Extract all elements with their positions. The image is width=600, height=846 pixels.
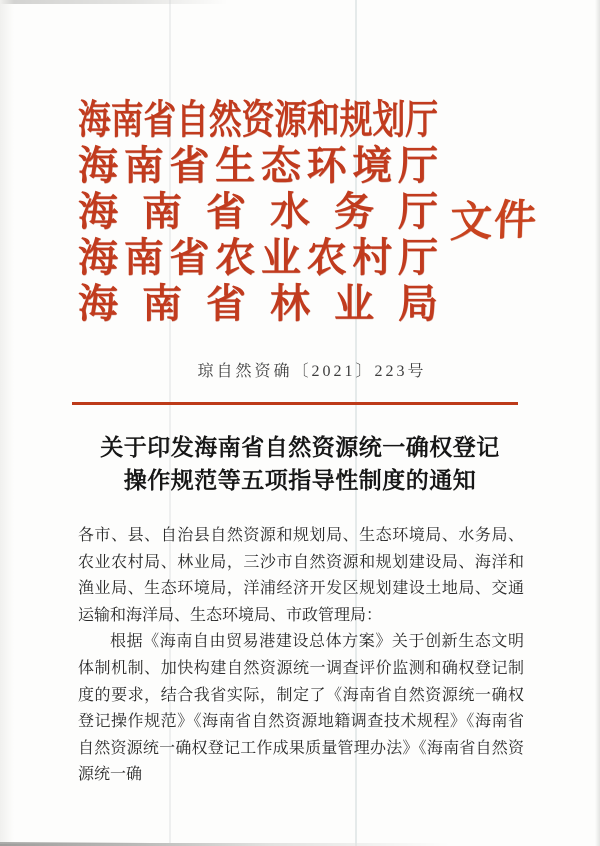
recipients-paragraph: 各市、县、自治县自然资源和规划局、生态环境局、水务局、农业农村局、林业局，三沙市自然资源和规划建设局、海洋和渔业局、生态环境局，洋浦经济开发区规划建设土地局、交通运输和海洋局、生态环境局、市政管理局： bbox=[78, 527, 524, 624]
letterhead bbox=[78, 97, 539, 327]
scan-edge-left bbox=[0, 0, 14, 846]
content-paragraph: 根据《海南自由贸易港建设总体方案》关于创新生态文明体制机制、加快构建自然资源统一调查评价监测和确权登记制度的要求，结合我省实际，制定了《海南省自然资源统一确权登记操作规范》《海南省自然资源地籍调查技术规程》《海南省自然资源统一确权登记工作成果质量管理办法》《海南省自然资源统一确 bbox=[78, 633, 524, 784]
scan-edge-right bbox=[595, 0, 600, 846]
document-body bbox=[78, 523, 524, 789]
agency-name-agriculture-rural: 海南省农业农村厅 bbox=[78, 235, 438, 280]
agency-name-water-affairs: 海南省水务厅 bbox=[78, 189, 438, 234]
document-title bbox=[0, 431, 600, 497]
red-divider-line bbox=[72, 402, 518, 405]
title-line-1: 关于印发海南省自然资源统一确权登记 bbox=[100, 435, 500, 460]
title-line-2: 操作规范等五项指导性制度的通知 bbox=[123, 468, 477, 493]
document-type-label: 文件 bbox=[449, 197, 539, 247]
scan-edge-top bbox=[0, 0, 600, 4]
scan-corner-shadow bbox=[0, 842, 150, 844]
document-number: 琼自然资确〔2021〕223号 bbox=[197, 363, 427, 380]
agency-name-forestry: 海南省林业局 bbox=[78, 281, 438, 326]
agency-name-ecology-environment: 海南省生态环境厅 bbox=[78, 143, 438, 188]
agency-name-natural-resources: 海南省自然资源和规划厅 bbox=[78, 97, 438, 142]
